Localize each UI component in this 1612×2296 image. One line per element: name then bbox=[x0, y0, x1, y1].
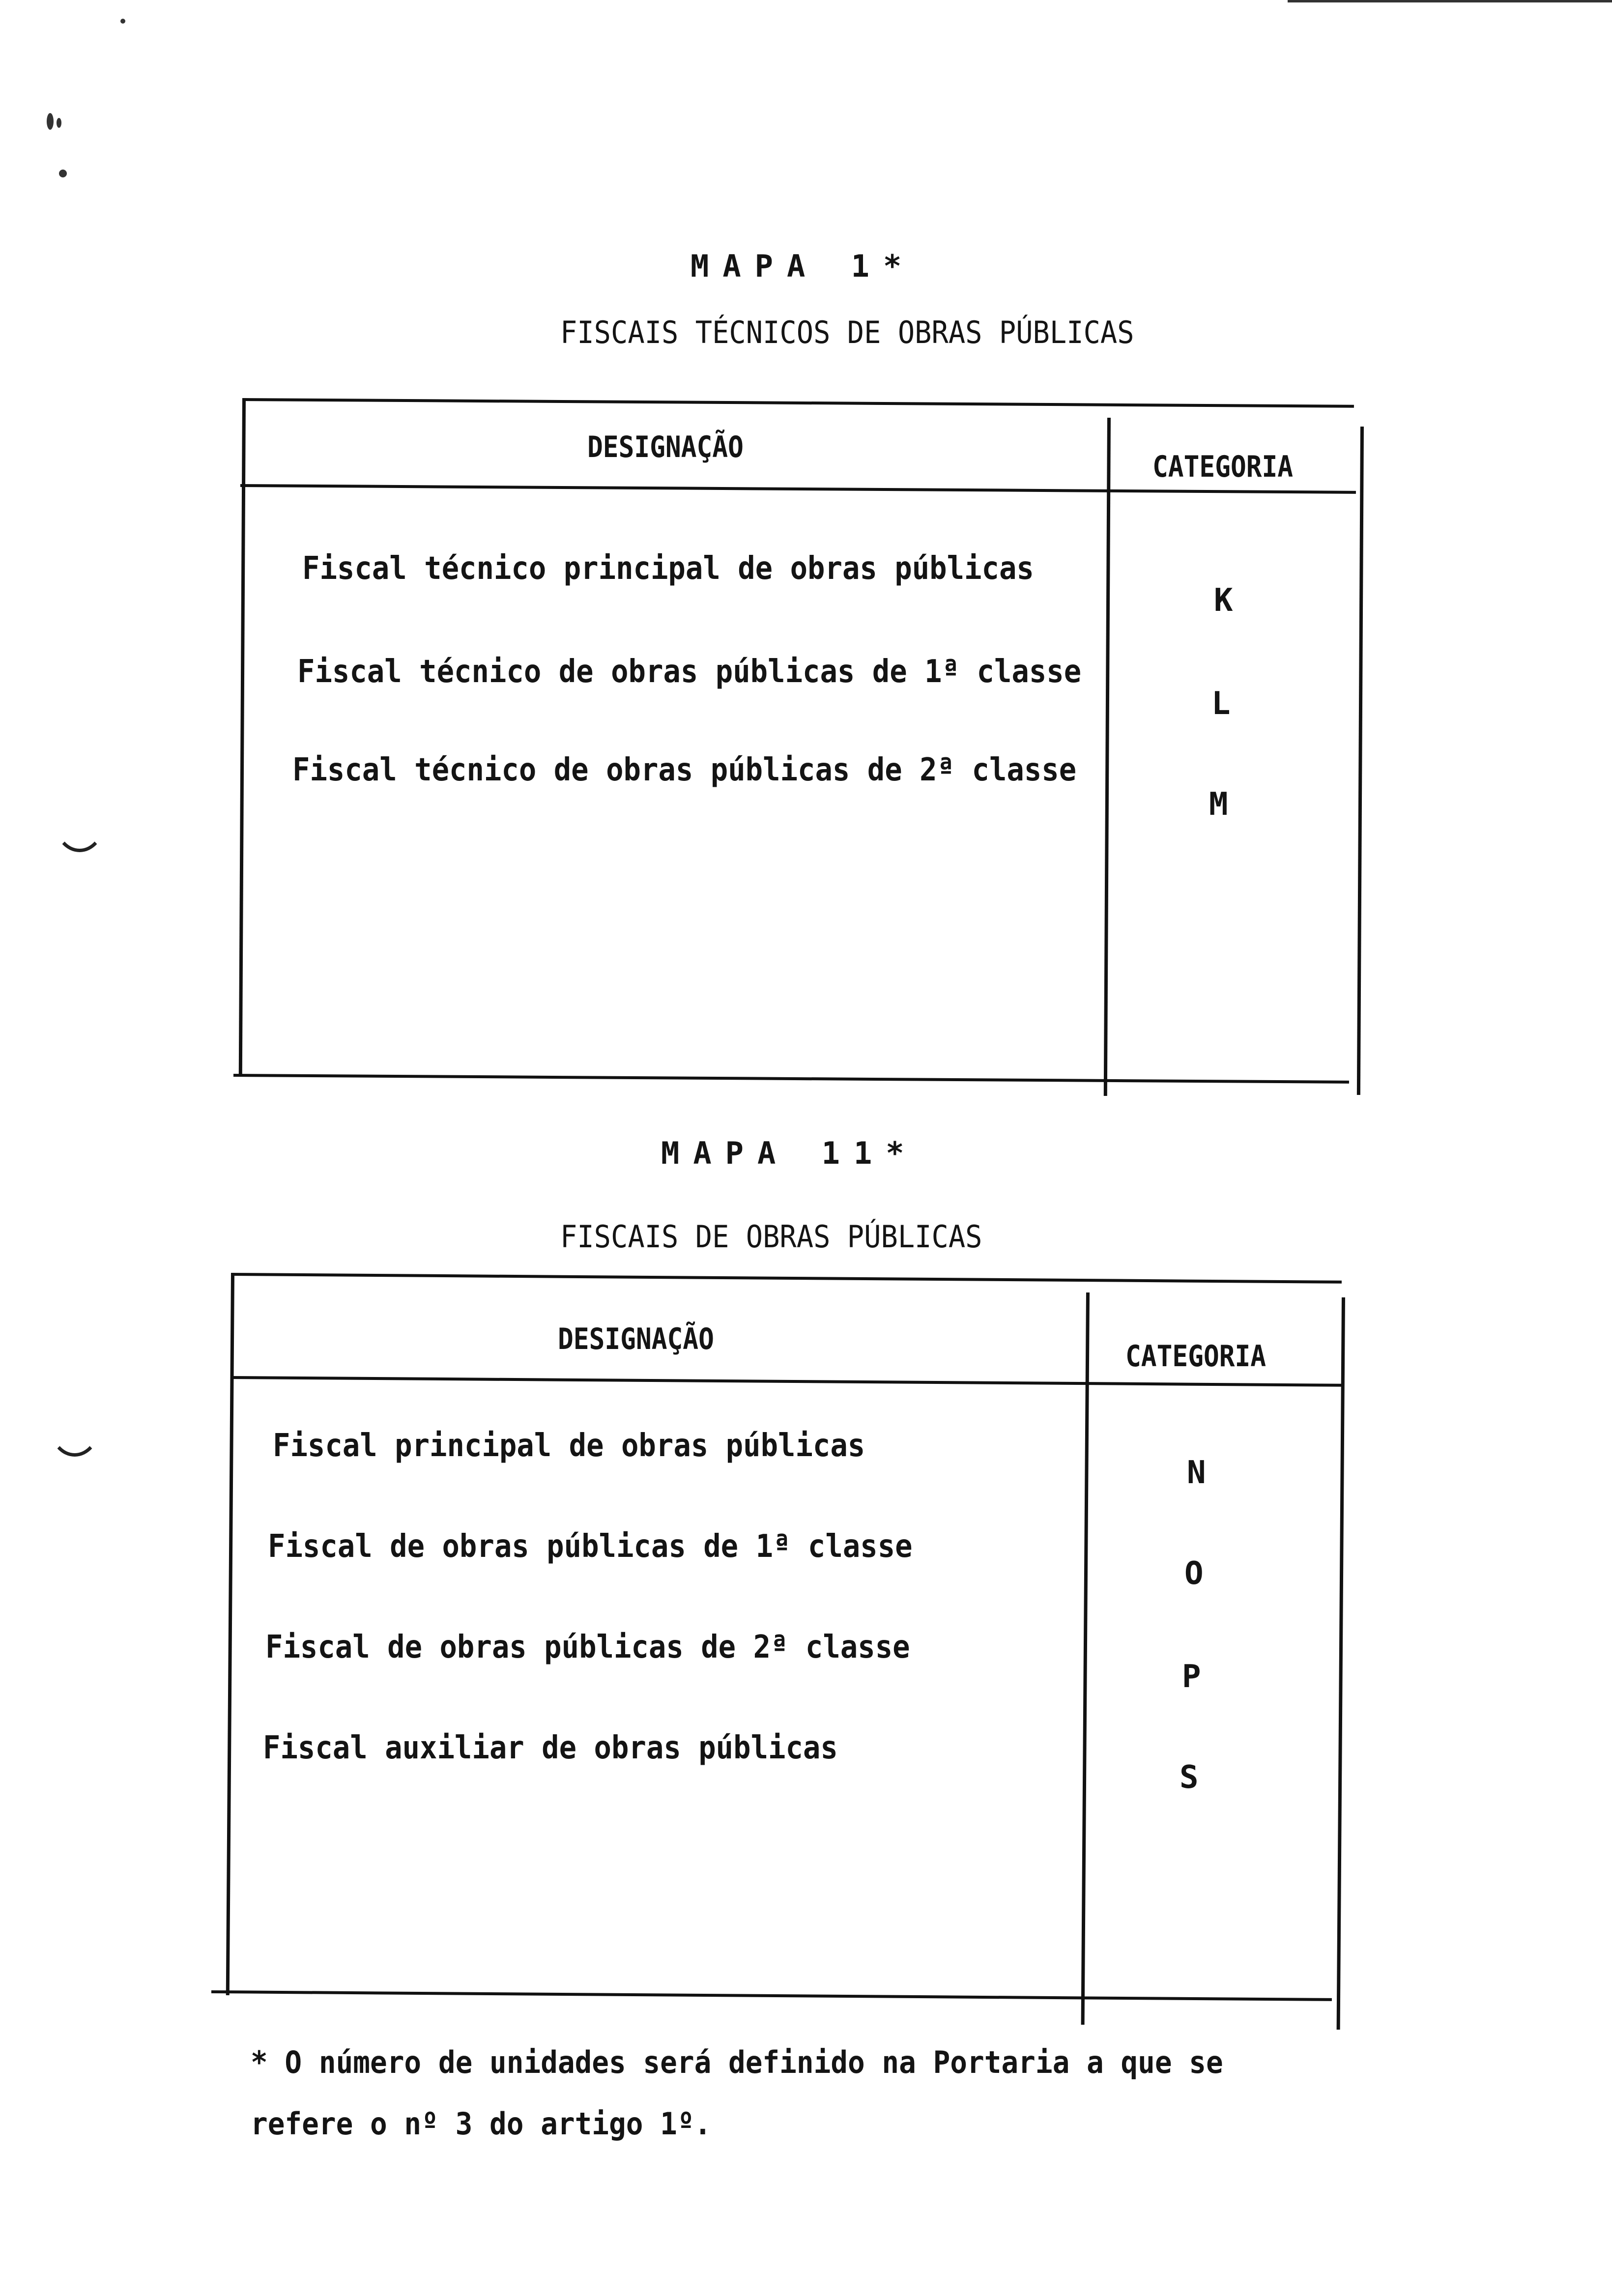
header-designation: DESIGNAÇÃO bbox=[587, 430, 744, 464]
designation-cell: Fiscal principal de obras públicas bbox=[273, 1428, 865, 1464]
category-cell: O bbox=[1184, 1555, 1204, 1592]
table-column-divider bbox=[1081, 1292, 1090, 2025]
header-category: CATEGORIA bbox=[1152, 450, 1294, 484]
header-category: CATEGORIA bbox=[1125, 1339, 1267, 1374]
map1-title: MAPA 1* bbox=[691, 248, 916, 284]
footnote-line-1: * O número de unidades será definido na Portaria a que se bbox=[251, 2044, 1223, 2080]
designation-cell: Fiscal técnico de obras públicas de 1ª classe bbox=[297, 654, 1082, 690]
map1-table bbox=[233, 398, 1364, 1101]
scan-speck bbox=[59, 170, 67, 177]
table-bottom-border bbox=[211, 1990, 1332, 2001]
table-left-border bbox=[239, 398, 246, 1076]
designation-cell: Fiscal técnico de obras públicas de 2ª classe bbox=[292, 752, 1077, 788]
footnote-line-2: refere o nº 3 do artigo 1º. bbox=[251, 2106, 712, 2142]
table-right-border bbox=[1337, 1297, 1345, 2030]
scan-speck bbox=[47, 113, 54, 130]
designation-cell: Fiscal auxiliar de obras públicas bbox=[263, 1730, 838, 1766]
scan-speck bbox=[1288, 0, 1612, 2]
category-cell: L bbox=[1211, 686, 1231, 722]
category-cell: N bbox=[1187, 1455, 1206, 1491]
category-cell: P bbox=[1182, 1659, 1201, 1695]
table-right-border bbox=[1357, 427, 1364, 1095]
category-cell: K bbox=[1214, 582, 1233, 619]
category-cell: S bbox=[1180, 1759, 1199, 1796]
table-column-divider bbox=[1104, 418, 1111, 1096]
punch-hole-mark bbox=[49, 1396, 100, 1457]
table-bottom-border bbox=[233, 1074, 1349, 1084]
table-left-border bbox=[226, 1273, 234, 1995]
designation-cell: Fiscal de obras públicas de 2ª classe bbox=[265, 1629, 910, 1665]
scan-speck bbox=[120, 19, 125, 24]
table-header-divider bbox=[231, 1376, 1342, 1387]
map1-subtitle: FISCAIS TÉCNICOS DE OBRAS PÚBLICAS bbox=[560, 315, 1134, 350]
map2-subtitle: FISCAIS DE OBRAS PÚBLICAS bbox=[560, 1219, 982, 1255]
table-top-border bbox=[243, 398, 1354, 408]
category-cell: M bbox=[1209, 786, 1228, 823]
scan-speck bbox=[57, 118, 61, 128]
map2-title: MAPA 11* bbox=[661, 1135, 918, 1171]
punch-hole-mark bbox=[54, 791, 105, 852]
designation-cell: Fiscal de obras públicas de 1ª classe bbox=[268, 1528, 913, 1565]
table-header-divider bbox=[240, 484, 1356, 494]
designation-cell: Fiscal técnico principal de obras públicas bbox=[302, 550, 1034, 587]
table-top-border bbox=[231, 1273, 1342, 1284]
map2-table bbox=[211, 1273, 1347, 2039]
header-designation: DESIGNAÇÃO bbox=[558, 1322, 714, 1356]
